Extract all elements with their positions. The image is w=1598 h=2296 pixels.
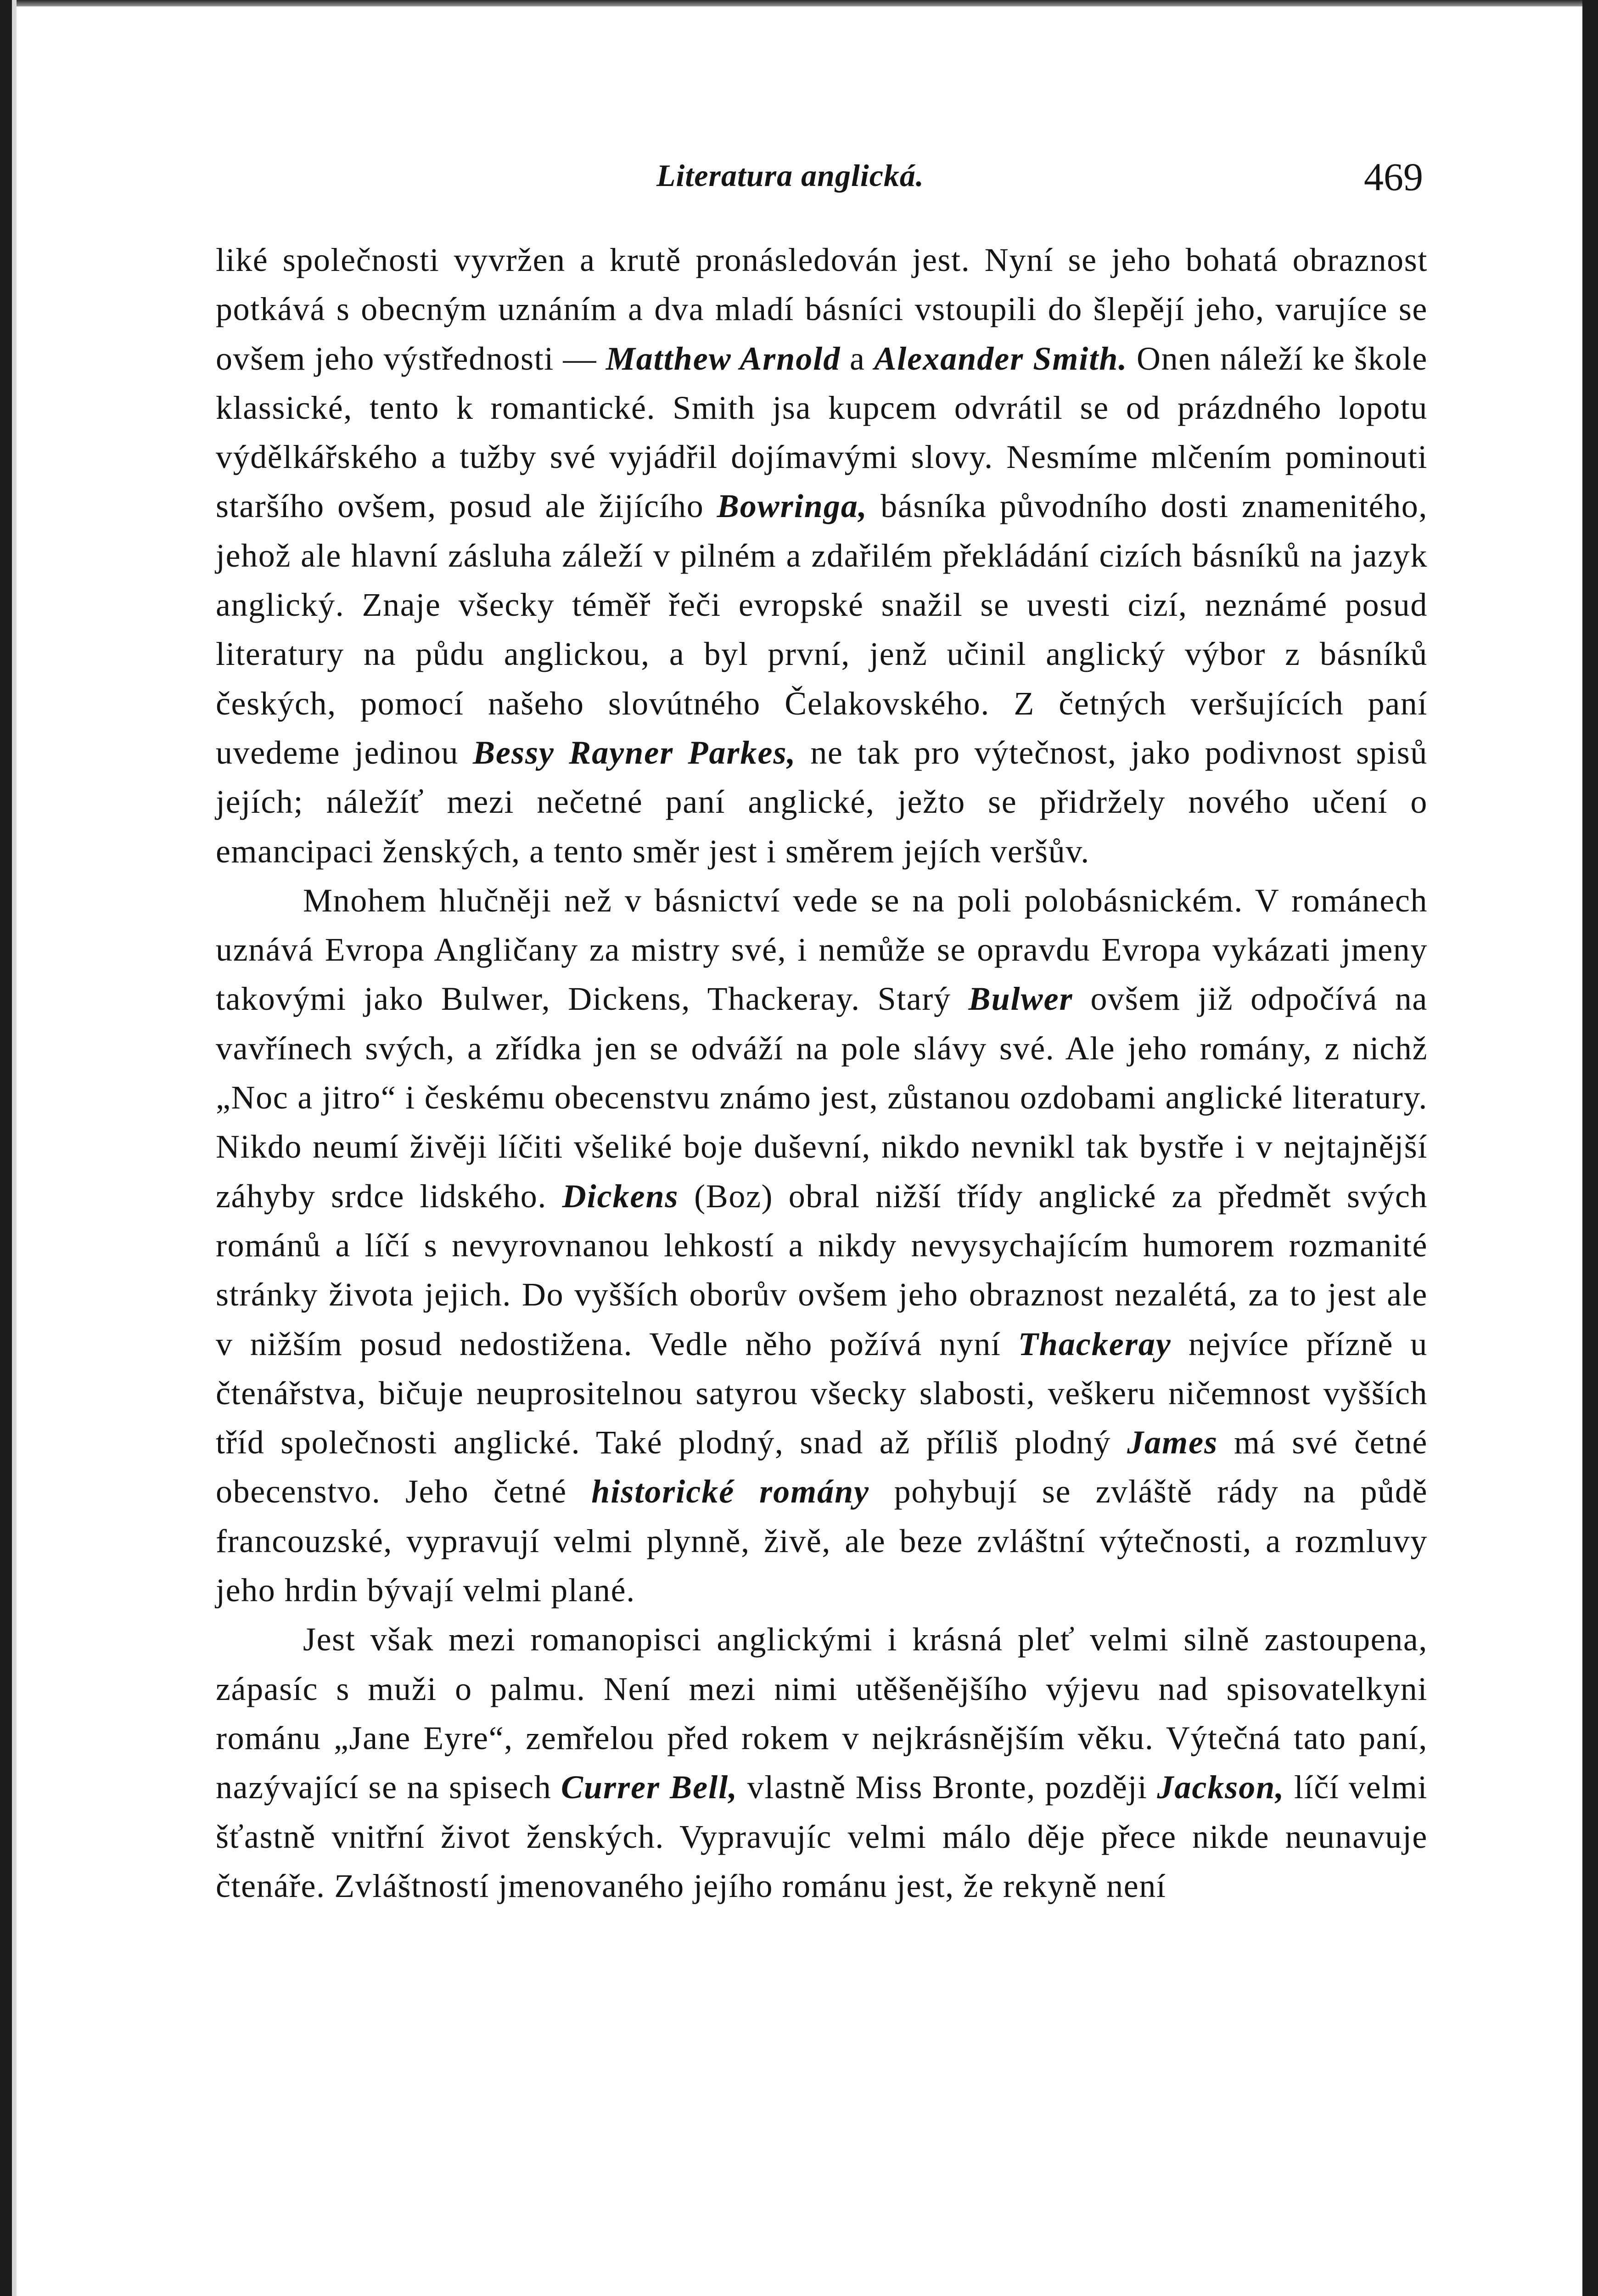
text-run: má své četné obecenstvo. Jeho četné — [216, 1424, 1428, 1510]
text-run: nejvíce přízně u čtenářstva, bičuje neuprositelnou satyrou všecky slabosti, veškeru ničemnost vyšších tříd společnosti anglické. Také plodný, snad až příliš plodný — [216, 1325, 1428, 1461]
paragraph-2 — [216, 876, 1428, 1615]
author-name: Currer Bell, — [561, 1769, 738, 1806]
page-number: 469 — [1364, 155, 1423, 199]
author-name: Bessy Rayner Parkes, — [472, 734, 796, 771]
scan-border-top — [0, 0, 1598, 6]
scan-border-inner-left — [12, 0, 17, 2296]
text-run: pohybují se zvláště rády na půdě francouzské, vypravují velmi plynně, živě, ale beze zvláštní výtečnosti, a rozmluvy jeho hrdin bývají velmi plané. — [216, 1473, 1428, 1609]
author-name: Bulwer — [968, 980, 1073, 1018]
author-name: Jackson, — [1157, 1769, 1285, 1806]
author-name: Dickens — [562, 1177, 679, 1215]
paragraph-1 — [216, 236, 1428, 876]
text-run: vlastně Miss Bronte, později — [738, 1769, 1157, 1806]
author-name: Alexander Smith. — [874, 340, 1128, 377]
running-title: Literatura anglická. — [656, 158, 924, 193]
author-name: Thackeray — [1018, 1325, 1172, 1362]
author-name: Bowringa, — [717, 488, 868, 525]
text-run: a — [841, 340, 875, 377]
author-name: Matthew Arnold — [606, 340, 841, 377]
text-run: líčí velmi šťastně vnitřní život ženských. Vypravujíc velmi málo děje přece nikde neunavuje čtenáře. Zvláštností jmenovaného jejího románu jest, že rekyně není — [216, 1769, 1428, 1904]
text-run: Jest však mezi romanopisci anglickými i krásná pleť velmi silně zastoupena, zápasíc s muži o palmu. Není mezi nimi utěšenějšího výjevu nad spisovatelkyni románu „Jane Eyre“, zemřelou před rokem v nejkrásnějším věku. Výtečná tato paní, nazývající se na spisech — [216, 1621, 1428, 1806]
text-run: ovšem již odpočívá na vavřínech svých, a zřídka jen se odváží na pole slávy své. Ale jeho romány, z nichž „Noc a jitro“ i českému obecenstvu známo jest, zůstanou ozdobami anglické literatury. Nikdo neumí živěji líčiti všeliké boje duševní, nikdo nevnikl tak bystře i v nejtajnější záhyby srdce lidského. — [216, 980, 1428, 1215]
paragraph-3 — [216, 1615, 1428, 1911]
body-text — [216, 236, 1428, 1911]
author-name: James — [1127, 1424, 1218, 1461]
work-title: historické romány — [591, 1473, 870, 1510]
text-run: Mnohem hlučněji než v básnictví vede se na poli polobásnickém. V románech uznává Evropa Angličany za mistry své, i nemůže se opravdu Evropa vykázati jmeny takovými jako Bulwer, Dickens, Thackeray. Starý — [216, 882, 1428, 1018]
text-run: (Boz) obral nižší třídy anglické za předmět svých románů a líčí s nevyrovnanou lehkostí a nikdy nevysychajícím humorem rozmanité stránky života jejich. Do vyšších oborův ovšem jeho obraznost nezalétá, za to jest ale v nižším posud nedostižena. Vedle něho požívá nyní — [216, 1177, 1428, 1362]
text-run: Onen náleží ke škole klassické, tento k romantické. Smith jsa kupcem odvrátil se od prázdného lopotu výdělkářského a tužby své vyjádřil dojímavými slovy. Nesmíme mlčením pominouti staršího ovšem, posud ale žijícího — [216, 340, 1428, 525]
scan-border-right — [1582, 0, 1598, 2296]
page-header — [643, 149, 1423, 200]
text-run: básníka původního dosti znamenitého, jehož ale hlavní zásluha záleží v pilném a zdařilém překládání cizích básníků na jazyk anglický. Znaje všecky téměř řeči evropské snažil se uvesti cizí, neznámé posud literatury na půdu anglickou, a byl první, jenž učinil anglický výbor z básníků českých, pomocí našeho slovútného Čelakovského. Z četných veršujících paní uvedeme jedinou — [216, 488, 1428, 771]
scan-border-left — [0, 0, 12, 2296]
text-run: liké společnosti vyvržen a krutě pronásledován jest. Nyní se jeho bohatá obraznost potkává s obecným uznáním a dva mladí básníci vstoupili do šlepějí jeho, varujíce se ovšem jeho výstřednosti — — [216, 242, 1428, 377]
text-run: ne tak pro výtečnost, jako podivnost spisů jejích; náležíť mezi nečetné paní anglické, ježto se přidržely nového učení o emancipaci ženských, a tento směr jest i směrem jejích veršův. — [216, 734, 1428, 870]
